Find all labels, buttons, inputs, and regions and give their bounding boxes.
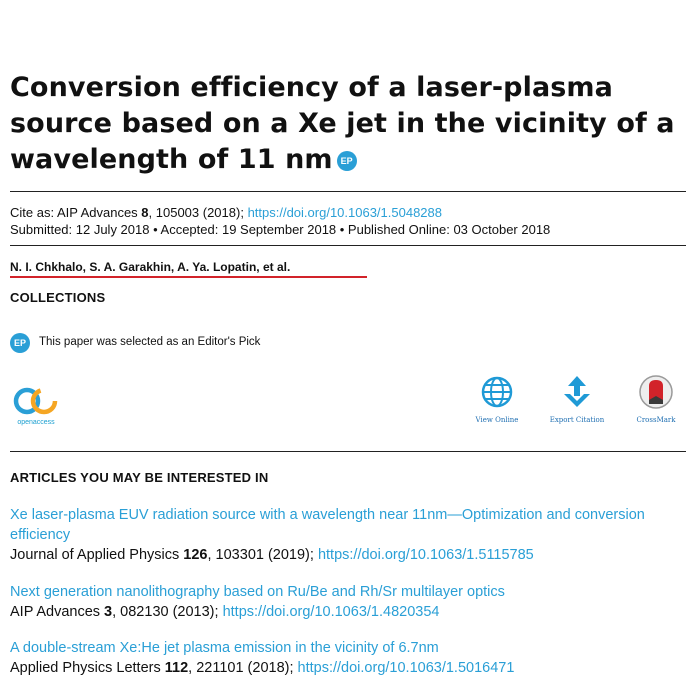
export-arrow-icon [559,374,595,410]
journal-volume: 126 [183,547,208,563]
crossmark-button[interactable] [621,374,691,424]
author-list[interactable]: N. I. Chkhalo, S. A. Garakhin, A. Ya. Lopatin, et al. [10,260,291,274]
related-article-title-link[interactable]: Xe laser-plasma EUV radiation source with a wavelength near 11nm—Optimization and conversion efficiency [10,507,645,543]
related-article-title-link[interactable]: A double-stream Xe:He jet plasma emission in the vicinity of 6.7nm [10,640,439,656]
author-underline [10,276,367,278]
crossmark-icon [638,374,674,410]
cite-volume: 8 [141,205,149,220]
view-online-label: View Online [475,416,519,424]
related-article [10,505,660,565]
article-doi-link[interactable]: https://doi.org/10.1063/1.5048288 [247,205,442,220]
view-online-button[interactable] [462,374,532,424]
citation-rest: , 103301 (2019); [207,547,318,563]
related-article-citation [10,545,660,565]
journal-name: Journal of Applied Physics [10,547,184,563]
related-doi-link[interactable]: https://doi.org/10.1063/1.4820354 [222,604,440,620]
related-article [10,582,660,622]
editors-pick-badge[interactable]: EP [337,151,357,171]
export-citation-button[interactable] [542,374,612,424]
header-rule-top [10,191,686,192]
article-title [10,70,690,178]
related-doi-link[interactable]: https://doi.org/10.1063/1.5115785 [317,547,534,563]
related-article-title-link[interactable]: Next generation nanolithography based on Ru/Be and Rh/Sr multilayer optics [10,584,505,600]
cite-rest: , 105003 (2018); [148,205,248,220]
citation-rest: , 221101 (2018); [188,660,298,676]
editors-pick-text: This paper was selected as an Editor's Pick [39,336,261,348]
export-citation-label: Export Citation [549,416,605,424]
journal-volume: 112 [164,660,189,676]
related-heading: ARTICLES YOU MAY BE INTERESTED IN [10,470,269,485]
article-title-text: Conversion efficiency of a laser-plasma source based on a Xe jet in the vicinity of a wavelength of 11 nm [10,72,675,175]
open-access-label: openaccess [17,419,55,426]
related-rule [10,451,686,452]
header-rule-bottom [10,245,686,246]
journal-name: AIP Advances [10,604,105,620]
globe-icon [479,374,515,410]
journal-volume: 3 [104,604,113,620]
crossmark-label: CrossMark [636,416,676,424]
journal-name: Applied Physics Letters [10,660,165,676]
citation-rest: , 082130 (2013); [112,604,223,620]
related-doi-link[interactable]: https://doi.org/10.1063/1.5016471 [297,660,515,676]
collections-heading: COLLECTIONS [10,290,106,305]
related-article-citation [10,602,660,622]
editors-pick-icon: EP [10,333,30,353]
citation-line [10,205,442,220]
publication-dates: Submitted: 12 July 2018 • Accepted: 19 September 2018 • Published Online: 03 October 2018 [10,222,551,237]
cite-prefix: Cite as: AIP Advances [10,205,142,220]
related-article-citation [10,658,660,678]
related-article [10,638,660,678]
